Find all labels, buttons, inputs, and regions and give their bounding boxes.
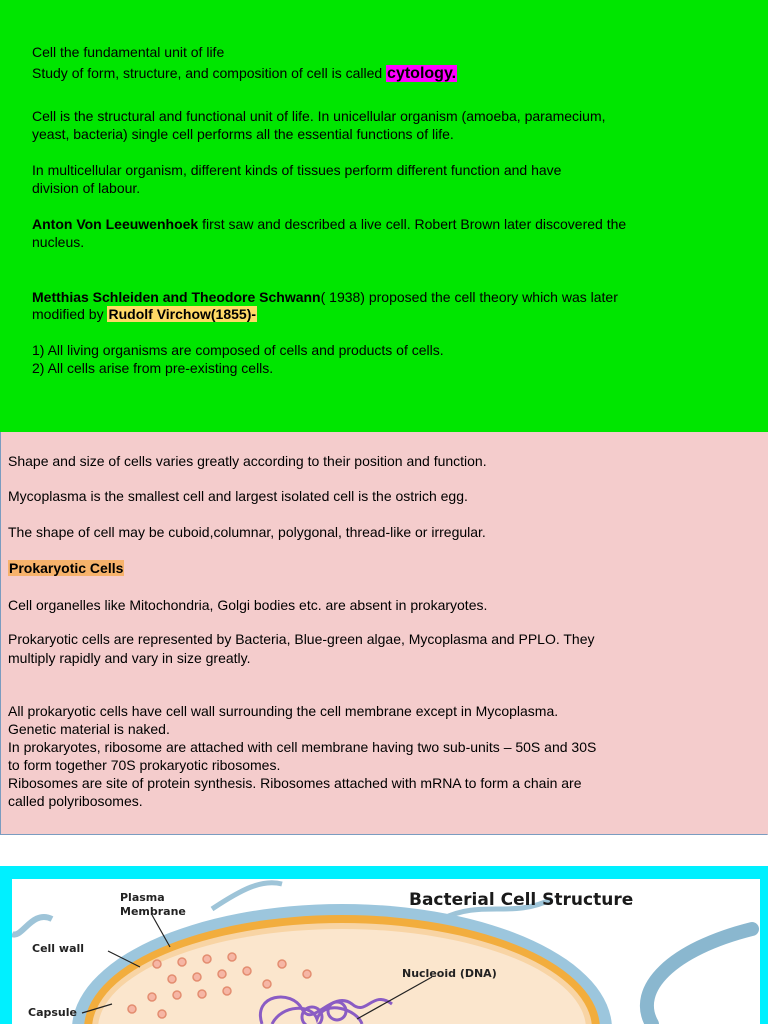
shape-size-paragraph: Shape and size of cells varies greatly according to their position and function.	[8, 453, 487, 469]
unicellular-line-1: Cell is the structural and functional unit of life. In unicellular organism (amoeba, paramecium,	[32, 108, 606, 124]
prokaryote-examples-line-2: multiply rapidly and vary in size greatly.	[8, 650, 251, 666]
cytology-definition: Study of form, structure, and composition of cell is called cytology.	[32, 65, 457, 82]
capsule-label: Capsule	[28, 1006, 77, 1019]
multicellular-line-2: division of labour.	[32, 180, 141, 196]
prokaryote-details-line-3: In prokaryotes, ribosome are attached with cell membrane having two sub-units – 50S and 30S	[8, 739, 597, 755]
leeuwenhoek-line-1: Anton Von Leeuwenhoek first saw and described a live cell. Robert Brown later discovered the	[32, 216, 627, 232]
pink-section	[0, 432, 768, 835]
cell-theory-point-2: 2) All cells arise from pre-existing cells.	[32, 360, 274, 376]
intro-title: Cell the fundamental unit of life	[32, 44, 225, 60]
cytology-highlight: cytology.	[387, 65, 457, 82]
organelles-paragraph: Cell organelles like Mitochondria, Golgi bodies etc. are absent in prokaryotes.	[8, 597, 488, 613]
unicellular-line-2: yeast, bacteria) single cell performs all the essential functions of life.	[32, 126, 454, 142]
bacterial-cell-diagram	[12, 879, 760, 1024]
cell-theory-point-1: 1) All living organisms are composed of cells and products of cells.	[32, 342, 444, 358]
prokaryote-details-line-2: Genetic material is naked.	[8, 721, 170, 737]
prokaryote-details-line-6: called polyribosomes.	[8, 793, 143, 809]
plasma-label-line-2: Membrane	[120, 905, 186, 918]
nucleoid-label: Nucleoid (DNA)	[402, 967, 497, 980]
prokaryote-details-line-1: All prokaryotic cells have cell wall surrounding the cell membrane except in Mycoplasma.	[8, 703, 559, 719]
green-section	[0, 0, 768, 432]
cell-theory-line-2: modified by Rudolf Virchow(1855)-	[32, 306, 257, 322]
prokaryote-details-line-4: to form together 70S prokaryotic ribosomes.	[8, 757, 281, 773]
virchow-highlight: Rudolf Virchow(1855)-	[108, 306, 257, 322]
multicellular-line-1: In multicellular organism, different kinds of tissues perform different function and have	[32, 162, 562, 178]
pilus-shape	[12, 917, 52, 935]
bacterial-cell-illustration	[12, 879, 760, 1024]
flagellum-shape	[647, 929, 752, 1024]
cell-wall-label: Cell wall	[32, 942, 85, 955]
cell-shape-paragraph: The shape of cell may be cuboid,columnar, polygonal, thread-like or irregular.	[8, 524, 486, 540]
prokaryotic-heading: Prokaryotic Cells	[9, 560, 124, 576]
plasma-label-line-1: Plasma	[120, 891, 165, 904]
schleiden-schwann-names: Metthias Schleiden and Theodore Schwann	[32, 289, 321, 305]
cell-theory-line-1: Metthias Schleiden and Theodore Schwann( 1938) proposed the cell theory which was later	[32, 289, 618, 305]
leeuwenhoek-name: Anton Von Leeuwenhoek	[32, 216, 199, 232]
leeuwenhoek-line-2: nucleus.	[32, 234, 85, 250]
mycoplasma-paragraph: Mycoplasma is the smallest cell and largest isolated cell is the ostrich egg.	[8, 488, 468, 504]
prokaryote-examples-line-1: Prokaryotic cells are represented by Bacteria, Blue-green algae, Mycoplasma and PPLO. They	[8, 631, 595, 647]
prokaryote-details-line-5: Ribosomes are site of protein synthesis. Ribosomes attached with mRNA to form a chain are	[8, 775, 582, 791]
pilus-shape	[212, 883, 282, 909]
diagram-title: Bacterial Cell Structure	[409, 890, 634, 910]
